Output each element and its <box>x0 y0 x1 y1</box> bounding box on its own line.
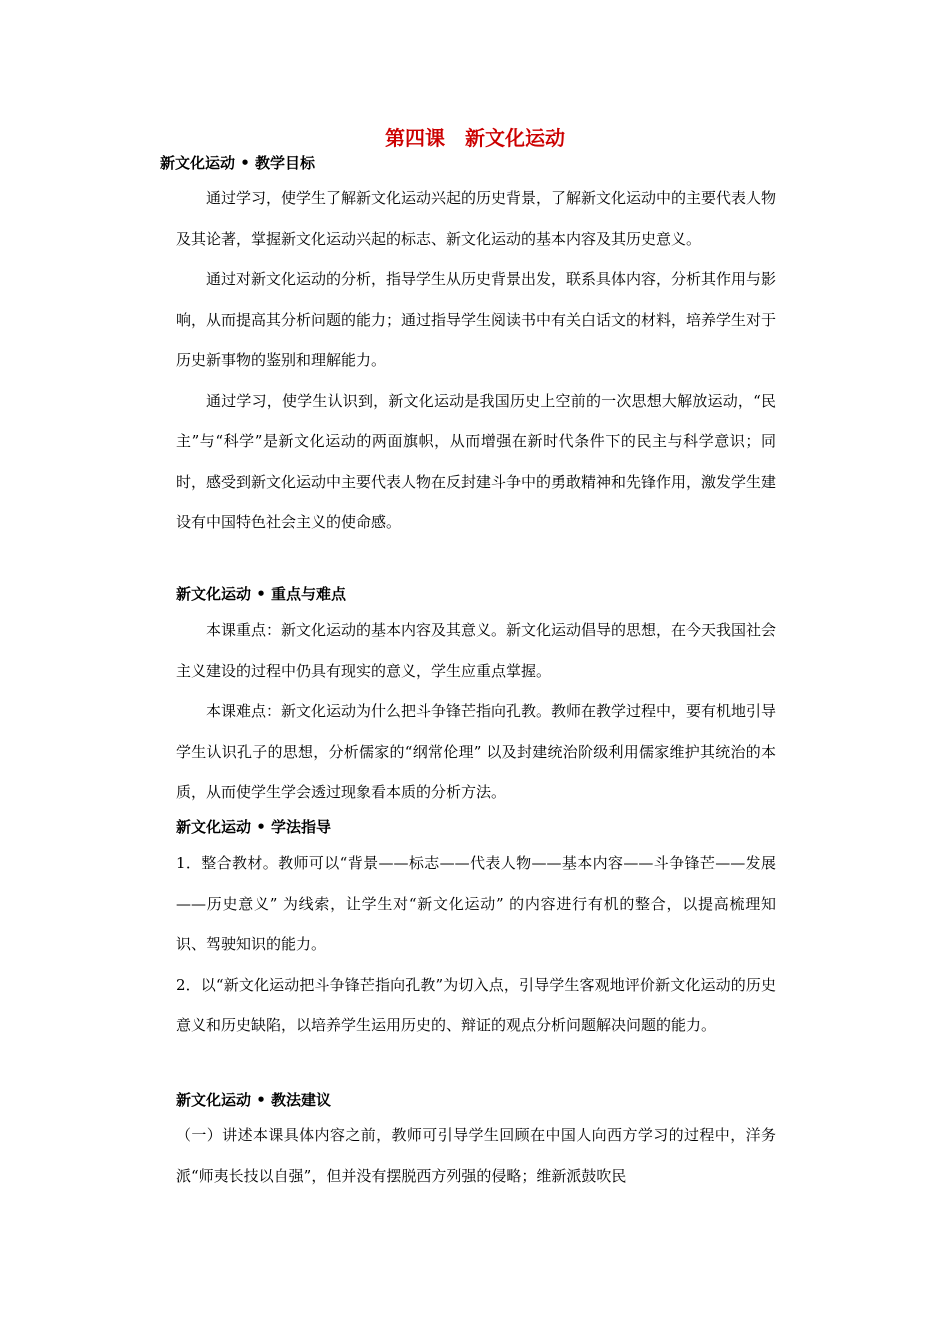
section-teaching-suggestions-body <box>176 1115 776 1196</box>
section-heading: 新文化运动 • 重点与难点 <box>176 585 347 603</box>
paragraph: 本课难点：新文化运动为什么把斗争锋芒指向孔教。教师在教学过程中，要有机地引导学生认识孔子的思想，分析儒家的“纲常伦理” 以及封建统治阶级利用儒家维护其统治的本质，从而使学生学会透过现象看本质的分析方法。 <box>176 702 777 801</box>
paragraph: 通过学习，使学生认识到，新文化运动是我国历史上空前的一次思想大解放运动，“民主”与“科学”是新文化运动的两面旗帜，从而增强在新时代条件下的民主与科学意识；同时，感受到新文化运动中主要代表人物在反封建斗争中的勇敢精神和先锋作用，激发学生建设有中国特色社会主义的使命感。 <box>176 391 777 531</box>
section-key-points <box>176 583 776 605</box>
section-teaching-goals-body <box>176 178 776 543</box>
section-heading: 新文化运动 • 学法指导 <box>176 818 332 836</box>
section-key-points-body <box>176 610 776 813</box>
section-heading: 新文化运动 • 教学目标 <box>160 154 316 172</box>
section-teaching-goals <box>160 152 776 174</box>
page-title: 第四课 新文化运动 <box>385 126 565 150</box>
paragraph: 本课重点：新文化运动的基本内容及其意义。新文化运动倡导的思想，在今天我国社会主义建设的过程中仍具有现实的意义，学生应重点掌握。 <box>176 621 777 680</box>
paragraph: 通过对新文化运动的分析，指导学生从历史背景出发，联系具体内容，分析其作用与影响，从而提高其分析问题的能力；通过指导学生阅读书中有关白话文的材料，培养学生对于历史新事物的鉴别和理解能力。 <box>176 270 777 369</box>
paragraph: 1．整合教材。教师可以“背景——标志——代表人物——基本内容——斗争锋芒——发展——历史意义” 为线索，让学生对“新文化运动” 的内容进行有机的整合，以提高梳理知识、驾驶知识的能力。 <box>176 854 776 953</box>
paragraph: （一）讲述本课具体内容之前，教师可引导学生回顾在中国人向西方学习的过程中，洋务派“师夷长技以自强”，但并没有摆脱西方列强的侵略；维新派鼓吹民 <box>176 1126 776 1185</box>
section-teaching-suggestions <box>176 1089 776 1111</box>
section-heading: 新文化运动 • 教法建议 <box>176 1091 332 1109</box>
section-study-guide <box>176 816 776 838</box>
paragraph: 通过学习，使学生了解新文化运动兴起的历史背景，了解新文化运动中的主要代表人物及其论著，掌握新文化运动兴起的标志、新文化运动的基本内容及其历史意义。 <box>176 189 777 248</box>
paragraph: 2．以“新文化运动把斗争锋芒指向孔教”为切入点，引导学生客观地评价新文化运动的历史意义和历史缺陷，以培养学生运用历史的、辩证的观点分析问题解决问题的能力。 <box>176 975 776 1034</box>
section-study-guide-body <box>176 843 776 1046</box>
